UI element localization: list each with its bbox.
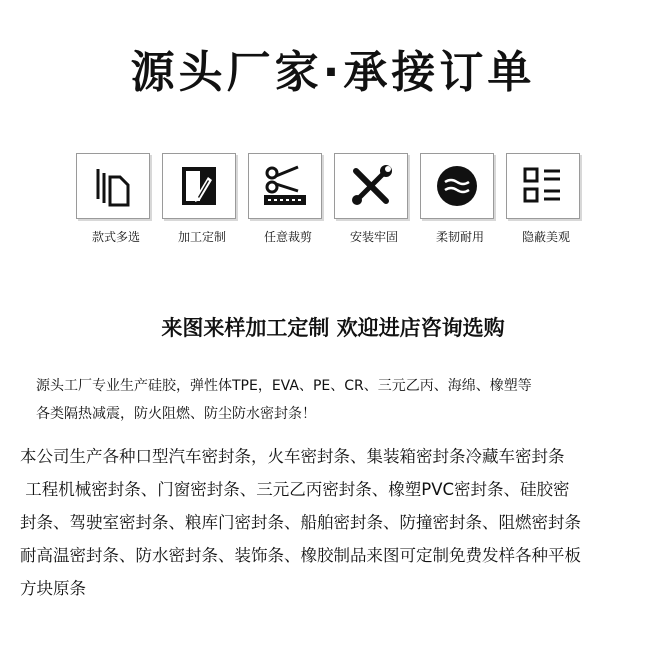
feature-item-custom bbox=[162, 153, 242, 245]
feature-item-hidden bbox=[506, 153, 586, 245]
product-line: 工程机械密封条、门窗密封条、三元乙丙密封条、橡塑PVC密封条、硅胶密 bbox=[20, 480, 570, 499]
feature-box bbox=[248, 153, 322, 219]
feature-icons-row bbox=[76, 153, 576, 253]
feature-box bbox=[162, 153, 236, 219]
feature-label: 柔韧耐用 bbox=[435, 230, 484, 244]
feature-box bbox=[506, 153, 580, 219]
product-line: 封条、驾驶室密封条、粮库门密封条、船舶密封条、防撞密封条、阻燃密封条 bbox=[20, 513, 581, 532]
product-paragraph bbox=[20, 440, 660, 605]
product-line: 方块原条 bbox=[20, 579, 86, 598]
subtitle: 来图来样加工定制 欢迎进店咨询选购 bbox=[161, 316, 505, 340]
feature-item-styles bbox=[76, 153, 156, 245]
copy-pages-icon bbox=[90, 163, 136, 209]
product-line: 耐高温密封条、防水密封条、装饰条、橡胶制品来图可定制免费发样各种平板 bbox=[20, 546, 581, 565]
feature-box bbox=[420, 153, 494, 219]
feature-box bbox=[76, 153, 150, 219]
feature-item-durable bbox=[420, 153, 500, 245]
feature-label: 款式多选 bbox=[91, 230, 140, 244]
tools-icon bbox=[348, 163, 394, 209]
feature-item-cut bbox=[248, 153, 328, 245]
feature-label: 隐蔽美观 bbox=[521, 230, 570, 244]
feature-item-install bbox=[334, 153, 414, 245]
intro-line: 源头工厂专业生产硅胶，弹性体TPE，EVA、PE、CR、三元乙丙、海绵、橡塑等 bbox=[36, 378, 532, 394]
feature-label: 加工定制 bbox=[177, 230, 226, 244]
product-line: 本公司生产各种口型汽车密封条，火车密封条、集装箱密封条冷藏车密封条 bbox=[20, 447, 565, 466]
wave-circle-icon bbox=[434, 163, 480, 209]
feature-label: 安装牢固 bbox=[349, 230, 398, 244]
feature-label: 任意裁剪 bbox=[263, 230, 312, 244]
pencil-box-icon bbox=[176, 163, 222, 209]
list-grid-icon bbox=[520, 163, 566, 209]
feature-box bbox=[334, 153, 408, 219]
scissors-icon bbox=[262, 163, 308, 209]
intro-paragraph bbox=[36, 372, 656, 428]
page-title: 源头厂家·承接订单 bbox=[130, 47, 536, 98]
intro-line: 各类隔热减震，防火阻燃、防尘防水密封条！ bbox=[36, 406, 316, 422]
